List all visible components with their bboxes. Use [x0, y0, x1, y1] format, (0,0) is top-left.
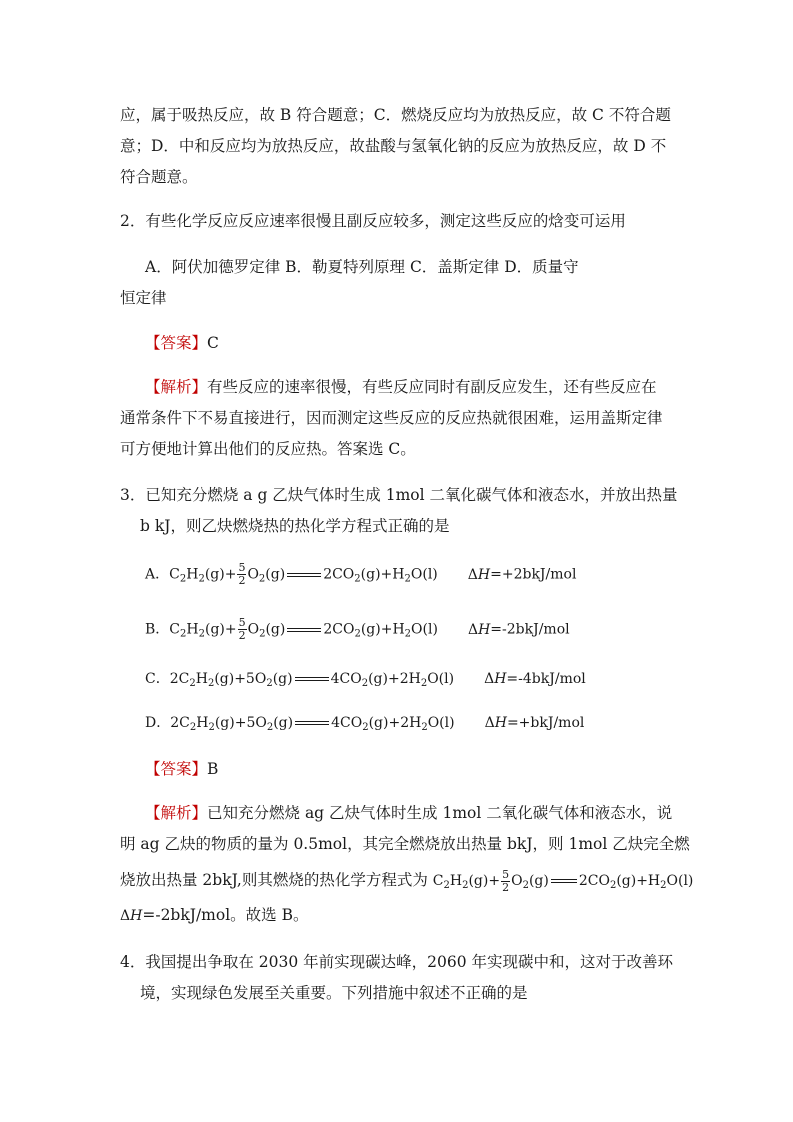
- intro-line-1: 应，属于吸热反应，故 B 符合题意；C．燃烧反应均为放热反应，故 C 不符合题: [120, 106, 671, 124]
- q2-stem: 2．有些化学反应反应速率很慢且副反应较多，测定这些反应的焓变可运用: [120, 212, 626, 230]
- q3-analysis-2: 明 ag 乙炔的物质的量为 0.5mol，其完全燃烧放出热量 bkJ，则 1mol 乙炔完全燃: [120, 835, 690, 853]
- delta-h-value: =-2bkJ/mol: [490, 621, 570, 638]
- q4-stem-2: 境，实现绿色发展至关重要。下列措施中叙述不正确的是: [140, 984, 528, 1002]
- answer-tag: 【答案】: [145, 334, 208, 352]
- q3-analysis-4: ΔH=-2bkJ/mol。故选 B。: [120, 906, 309, 924]
- q3-option-c: C．$2C_2H_2(g)+5O_2(g)$ $4CO_2(g)+2H_2O(l)$ ΔH=-4bkJ/mol: [145, 671, 586, 689]
- option-label: D．: [145, 715, 171, 731]
- option-label: A．: [145, 566, 170, 583]
- option-label: B．: [145, 621, 170, 638]
- q3-answer: [145, 757, 218, 779]
- q2-analysis-1: [145, 375, 657, 397]
- analysis-tag: 【解析】: [145, 378, 208, 396]
- answer-value: B: [207, 760, 219, 778]
- q4-stem-1: 4．我国提出争取在 2030 年前实现碳达峰，2060 年实现碳中和，这对于改善环: [120, 953, 674, 971]
- answer-value: C: [207, 334, 219, 352]
- analysis-tag: 【解析】: [145, 804, 208, 822]
- analysis-text: 有些反应的速率很慢，有些反应同时有副反应发生，还有些反应在: [207, 378, 657, 396]
- delta-h-value: =+bkJ/mol: [506, 715, 585, 731]
- q3-option-b: B．$C_2H_2(g)+$ $\frac{5}{2}$ $O_2(g)$ $2CO_2(g)+H_2O(l)$ ΔH=-2bkJ/mol: [145, 616, 570, 642]
- fraction: $\frac{5}{2}$: [502, 867, 510, 894]
- q3-option-d: D．$2C_2H_2(g)+5O_2(g)$ $4CO_2(g)+2H_2O(l)$ ΔH=+bkJ/mol: [145, 715, 585, 733]
- answer-tag: 【答案】: [145, 760, 208, 778]
- q2-analysis-3: 可方便地计算出他们的反应热。答案选 C。: [120, 440, 416, 458]
- q3-option-a: A．$C_2H_2(g)+$ $\frac{5}{2}$ $O_2(g)$ $2CO_2(g)+H_2O(l)$ ΔH=+2bkJ/mol: [145, 561, 577, 587]
- fraction: $\frac{5}{2}$: [238, 561, 246, 587]
- intro-line-3: 符合题意。: [120, 168, 198, 186]
- q2-analysis-2: 通常条件下不易直接进行，因而测定这些反应的反应热就很困难，运用盖斯定律: [120, 409, 663, 427]
- q2-answer: [145, 331, 219, 353]
- q3-analysis-3: 烧放出热量 2bkJ,则其燃烧的热化学方程式为 $C_2H_2(g)+$ $\frac{5}{2}$ $O_2(g)$ $2CO_2(g)+H_2O(l)$: [120, 867, 694, 894]
- q2-options: A．阿伏加德罗定律 B．勒夏特列原理 C．盖斯定律 D．质量守: [145, 258, 579, 276]
- fraction: $\frac{5}{2}$: [238, 616, 246, 642]
- intro-line-2: 意；D．中和反应均为放热反应，故盐酸与氢氧化钠的反应为放热反应，故 D 不: [120, 137, 667, 155]
- analysis-text: 烧放出热量 2bkJ,则其燃烧的热化学方程式为: [120, 871, 433, 889]
- q3-stem-2: b kJ，则乙炔燃烧热的热化学方程式正确的是: [140, 517, 450, 535]
- analysis-text: 已知充分燃烧 ag 乙炔气体时生成 1mol 二氧化碳气体和液态水，说: [207, 804, 673, 822]
- q2-options-cont: 恒定律: [120, 289, 167, 307]
- delta-h-value: =+2bkJ/mol: [490, 566, 577, 583]
- delta-h-value: =-4bkJ/mol: [506, 671, 586, 687]
- q3-analysis-1: [145, 801, 672, 823]
- option-label: C．: [145, 671, 170, 687]
- q3-stem-1: 3．已知充分燃烧 a g 乙炔气体时生成 1mol 二氧化碳气体和液态水，并放出热量: [120, 486, 678, 504]
- analysis-text: =-2bkJ/mol。故选 B。: [142, 906, 309, 924]
